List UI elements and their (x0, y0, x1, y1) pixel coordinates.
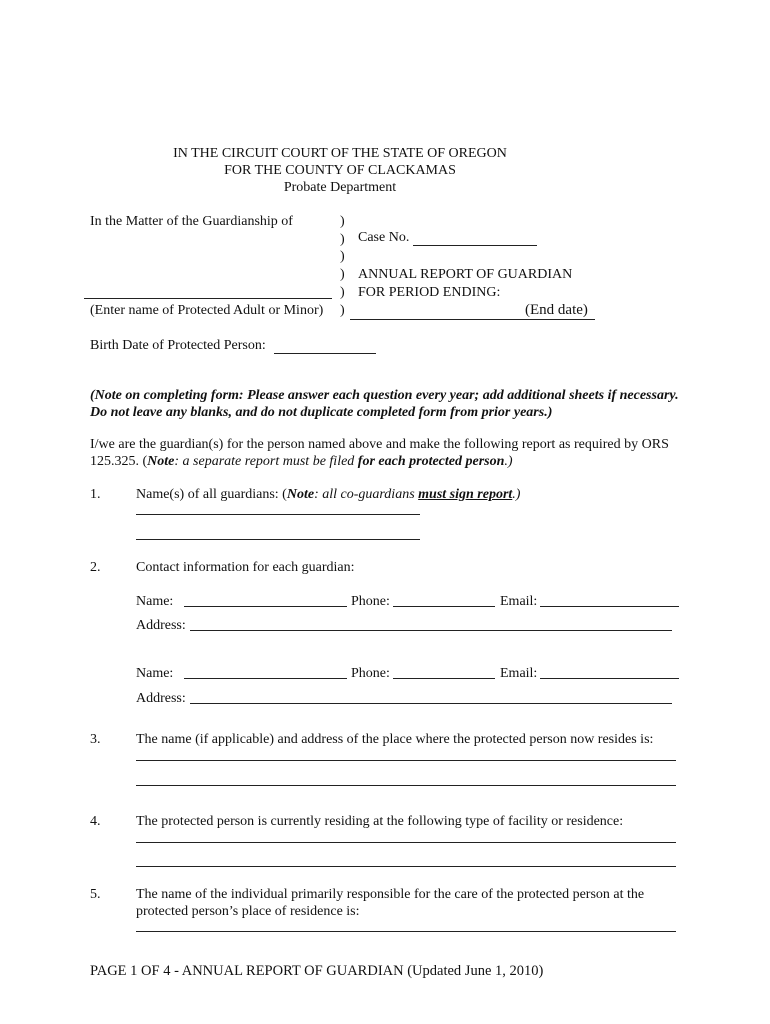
county-title: FOR THE COUNTY OF CLACKAMAS (224, 163, 456, 178)
page-footer: PAGE 1 OF 4 - ANNUAL REPORT OF GUARDIAN (Updated June 1, 2010) (90, 963, 544, 979)
contact-2-email-field[interactable] (540, 678, 679, 679)
case-no-label: Case No. (358, 230, 410, 245)
enter-name-label: (Enter name of Protected Adult or Minor) (90, 303, 324, 318)
case-number-field[interactable] (413, 232, 537, 246)
contact-2-address-field[interactable] (190, 703, 672, 704)
contact-2-address-label: Address: (136, 691, 186, 706)
department-title: Probate Department (283, 180, 397, 195)
item-2-number: 2. (90, 560, 101, 575)
facility-field-2[interactable] (136, 866, 676, 867)
guardian-name-field-1[interactable] (136, 514, 420, 515)
contact-1-name-label: Name: (136, 594, 174, 609)
item-5-number: 5. (90, 887, 101, 902)
item-5-text-line2: protected person’s place of residence is: (136, 904, 360, 919)
report-title-line2: FOR PERIOD ENDING: (358, 285, 501, 300)
item-3-text: The name (if applicable) and address of the place where the protected person now resides is: (136, 732, 654, 747)
residence-field-1[interactable] (136, 760, 676, 761)
report-title-line1: ANNUAL REPORT OF GUARDIAN (358, 267, 573, 282)
item-2-text: Contact information for each guardian: (136, 560, 355, 575)
contact-1-name-field[interactable] (184, 606, 347, 607)
contact-2-name-field[interactable] (184, 678, 347, 679)
caption-paren: ) (340, 285, 345, 300)
intro-line1: I/we are the guardian(s) for the person named above and make the following report as required by ORS (90, 437, 669, 452)
note-line1: (Note on completing form: Please answer each question every year; add additional sheets if necessary. (90, 388, 679, 403)
intro-line2: 125.325. (Note: a separate report must be filed for each protected person.) (90, 454, 513, 469)
court-title: IN THE CIRCUIT COURT OF THE STATE OF OREGON (173, 146, 507, 161)
caption-paren: ) (340, 267, 345, 282)
contact-2-email-label: Email: (500, 666, 538, 681)
end-date-label: (End date) (525, 302, 588, 318)
caption-paren: ) (340, 214, 345, 229)
contact-1-phone-label: Phone: (351, 594, 390, 609)
contact-2-phone-label: Phone: (351, 666, 390, 681)
contact-2-phone-field[interactable] (393, 678, 495, 679)
contact-1-email-field[interactable] (540, 606, 679, 607)
contact-1-phone-field[interactable] (393, 606, 495, 607)
item-4-text: The protected person is currently residing at the following type of facility or residence: (136, 814, 624, 829)
birth-date-row (90, 338, 376, 354)
matter-label: In the Matter of the Guardianship of (90, 214, 293, 229)
item-4-number: 4. (90, 814, 101, 829)
item-5-text-line1: The name of the individual primarily responsible for the care of the protected person at the (136, 887, 645, 902)
case-number-row (358, 230, 537, 246)
contact-1-email-label: Email: (500, 594, 538, 609)
birth-date-field[interactable] (274, 340, 376, 354)
caption-paren: ) (340, 303, 345, 318)
note-line2: Do not leave any blanks, and do not duplicate completed form from prior years.) (90, 405, 553, 420)
contact-2-name-label: Name: (136, 666, 174, 681)
facility-field-1[interactable] (136, 842, 676, 843)
guardian-name-field-2[interactable] (136, 539, 420, 540)
contact-1-address-label: Address: (136, 618, 186, 633)
protected-name-field[interactable] (84, 298, 332, 299)
end-date-field[interactable] (350, 319, 595, 320)
item-1-number: 1. (90, 487, 101, 502)
birth-date-label: Birth Date of Protected Person: (90, 338, 266, 353)
item-3-number: 3. (90, 732, 101, 747)
contact-1-address-field[interactable] (190, 630, 672, 631)
caption-paren: ) (340, 232, 345, 247)
item-1-text: Name(s) of all guardians: (Note: all co-guardians must sign report.) (136, 487, 521, 502)
residence-field-2[interactable] (136, 785, 676, 786)
caption-paren: ) (340, 249, 345, 264)
caregiver-field[interactable] (136, 931, 676, 932)
